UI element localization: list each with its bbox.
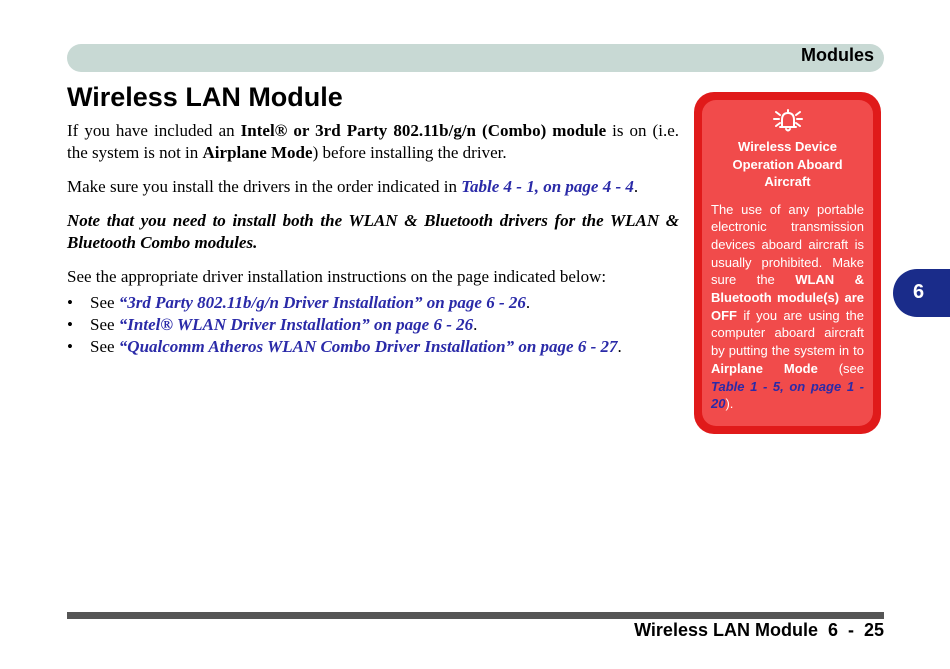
footer-page-label: Wireless LAN Module 6 - 25 [634,620,884,640]
list-item: • See “Intel® WLAN Driver Installation” on page 6 - 26. [67,315,478,334]
driver-link-3rd-party[interactable]: “3rd Party 802.11b/g/n Driver Installation” on page 6 - 26 [118,293,526,312]
intro-paragraph: If you have included an Intel® or 3rd Party 802.11b/g/n (Combo) module is on (i.e. the system is not in Airplane Mode) before installing the driver. [67,121,679,162]
driver-link-intel[interactable]: “Intel® WLAN Driver Installation” on page 6 - 26 [118,315,474,334]
table-link[interactable]: Table 4 - 1, on page 4 - 4 [461,177,634,196]
note-paragraph: Note that you need to install both the WLAN & Bluetooth drivers for the WLAN & Bluetooth Combo modules. [67,211,679,252]
install-order-paragraph: Make sure you install the drivers in the order indicated in Table 4 - 1, on page 4 - 4. [67,177,639,196]
bell-icon [771,108,805,134]
header-title: Modules [800,45,874,65]
list-item: • See “3rd Party 802.11b/g/n Driver Installation” on page 6 - 26. [67,293,531,312]
see-paragraph: See the appropriate driver installation instructions on the page indicated below: [67,267,607,286]
chapter-number: 6 [913,281,925,303]
bullet: • [67,337,73,356]
sidebar-warning [694,92,881,434]
list-item: • See “Qualcomm Atheros WLAN Combo Driver Installation” on page 6 - 27. [67,337,622,356]
bullet: • [67,293,73,312]
driver-link-list [67,292,679,358]
sidebar-table-link[interactable]: Table 1 - 5, on page 1 - 20 [711,378,864,412]
footer-rule [67,612,884,619]
main-content [67,120,679,358]
chapter-tab [893,269,950,317]
bullet: • [67,315,73,334]
sidebar-inner [702,100,873,426]
driver-link-qualcomm[interactable]: “Qualcomm Atheros WLAN Combo Driver Installation” on page 6 - 27 [118,337,618,356]
header-bar [67,44,884,72]
sidebar-title: Wireless Device Operation Aboard Aircraft [732,139,843,189]
page-title: Wireless LAN Module [67,82,343,112]
sidebar-body: The use of any portable electronic transmission devices aboard aircraft is usually prohibited. Make sure the WLAN & Bluetooth module(s) are OFF if you are using the computer aboard aircraft by putting the system in to Airplane Mode (see Table 1 - 5, on page 1 - 20). [711,201,864,412]
